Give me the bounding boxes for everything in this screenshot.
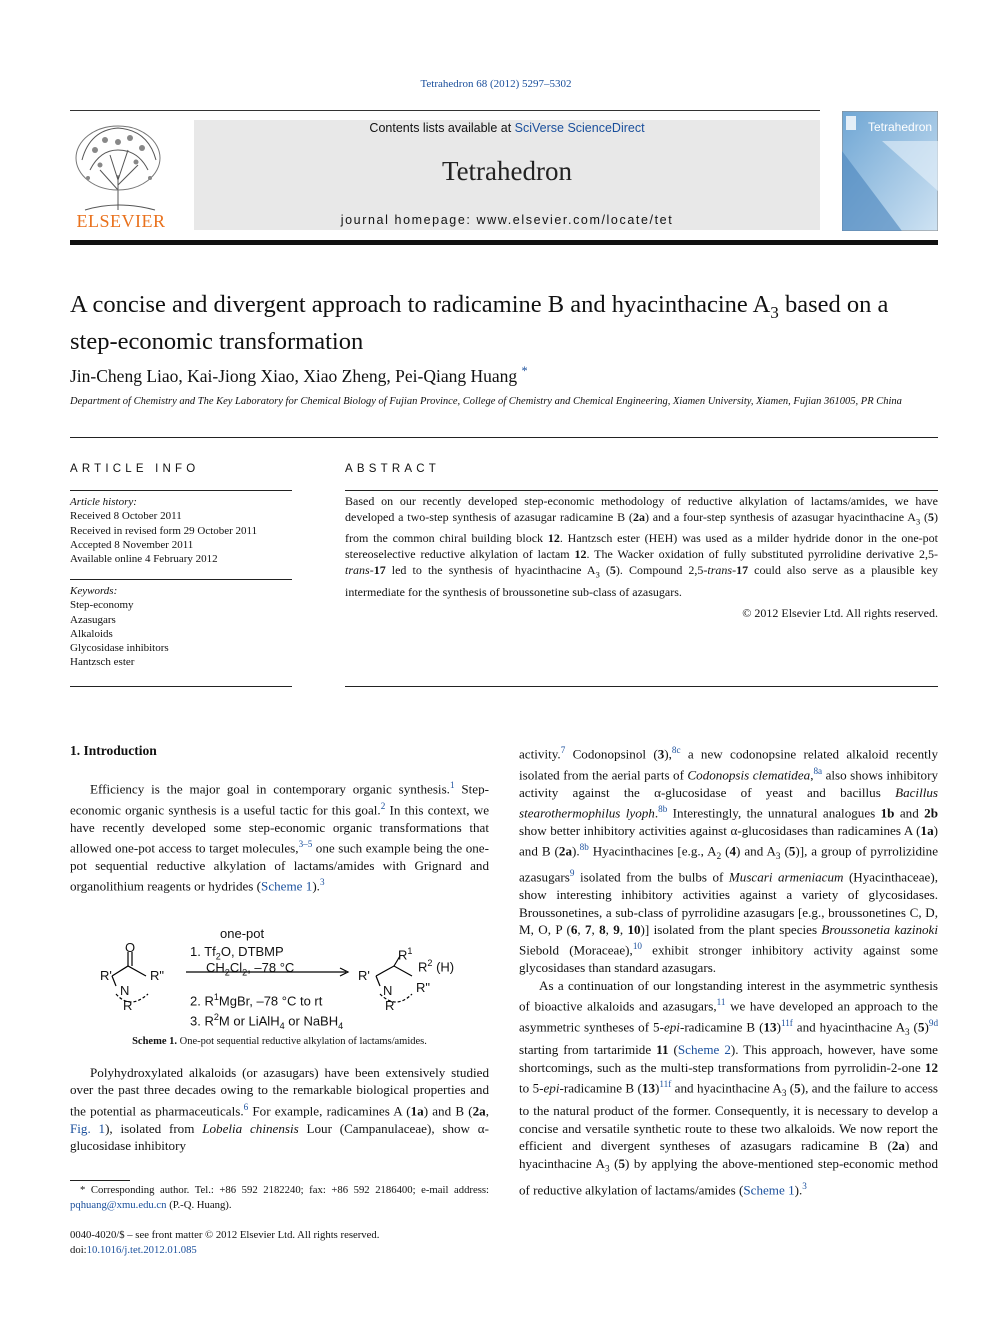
abstract-rule-top [345,490,938,491]
contents-line [194,121,820,135]
history-online: Available online 4 February 2012 [70,553,218,566]
abstract-copyright: © 2012 Elsevier Ltd. All rights reserved. [742,606,938,620]
homepage-line [194,213,820,227]
scheme-1-caption [70,1036,489,1047]
footnote-name: (P.-Q. Huang). [166,1199,232,1211]
right-column-text: activity.$^7$ Codonopsinol (3),$^{8c}$ a new codonopsine related alkaloid recently isolated from the aerial parts of Codonopsis clematidea,$^{8a}$ also shows inhibitory activity against the α-glucosidase of yeast and bacillus Bacillus stearothermophilus lyoph.$^{8b}$ Interestingly, the unnatural analogues 1b and 2b show better inhibitory activities against α-glucosidases than radicamines A (1a) and B (2a).$^{8b}$ Hyacinthacines [e.g., $A_2$ (4) and $A_3$ (5)], a group of pyrrolizidine azasugars$^9$ isolated from the bulbs of Muscari armeniacum (Hyacinthaceae), show interesting inhibitory activities against a variety of glycosidases. Broussonetines, a sub-class of pyrrolidine azasugars [e.g., broussonetines C, D, M, O, P (6, 7, 8, 9, 10)] isolated from the plant species Broussonetia kazinoki Siebold (Moraceae),$^{10}$ exhibit stronger inhibitory activity against some glycosidases than standard azasugars. As a continuation of our longstanding interest in the asymmetric synthesis of bioactive alkaloids and azasugars,$^{11}$ we have developed an approach to the asymmetric syntheses of 5-epi-radicamine B $(13)^{11f}$ and hyacinthacine $A_3$ $(5)^{9d}$ starting from tartarimide 11 (Scheme 2). This approach, however, have some shortcomings, such as the multi-step transformations from pyrrolidin-2-one 12 to 5-epi-radicamine B $(13)^{11f}$ and hyacinthacine $A_3$ (5), and the failure to access to the natural product of the former. Consequently, it is necessary to develop a concise and versatile synthetic route to these two alkaloids. We now report the efficient and divergent syntheses of azasugars radicamine B (2a) and hyacinthacine $A_3$ (5) by applying the above-mentioned step-economic method of reductive alkylation of lactams/amides (Scheme 1).$^3$ [519,745,939,1197]
caption-text: One-pot sequential reductive alkylation of lactams/amides. [177,1036,427,1047]
cover-title: Tetrahedron [868,120,933,134]
step-3-reagent-c: or NaBH [284,1013,339,1029]
footnote-contact: * Corresponding author. Tel.: +86 592 2182240; fax: +86 592 2186400; e-mail address: [80,1184,489,1196]
info-rule-top [70,490,292,491]
step-2-conditions: MgBr, –78 °C to rt [218,993,323,1009]
front-matter-text: 0040-4020/$ – see front matter © 2012 Elsevier Ltd. All rights reserved. [70,1229,380,1241]
history-accepted: Accepted 8 November 2011 [70,538,194,551]
header-rule [70,110,820,111]
intro-paragraph-2: Polyhydroxylated alkaloids (or azasugars) have been extensively studied over the past three decades owing to the remarkable biological properties and the potential as pharmaceuticals.$^6$ For example, radicamines A (1a) and B (2a, Fig. 1), isolated from Lobelia chinensis Lour (Campanulaceae), show α-glucosidase inhibitory [70,1065,489,1153]
doi-label: doi: [70,1244,87,1256]
homepage-prefix: journal homepage: [340,213,477,227]
history-received: Received 8 October 2011 [70,510,182,523]
footnote-rule [70,1180,130,1181]
keywords [70,584,292,670]
one-pot-label: one-pot [220,926,265,941]
step-1-solvent-b: Cl [229,960,243,975]
journal-citation[interactable]: Tetrahedron 68 (2012) 5297–5302 [420,78,572,90]
corresponding-footnote [70,1183,489,1213]
keyword: Azasugars [70,613,116,626]
publisher-wordmark: ELSEVIER [76,211,166,231]
abstract-heading: ABSTRACT [345,463,440,475]
keyword: Hantzsch ester [70,656,135,669]
section-heading-introduction: 1. Introduction [70,743,157,758]
homepage-url[interactable]: www.elsevier.com/locate/tet [476,213,674,227]
article-history [70,495,292,566]
step-3-reagent-b: M or LiAlH [218,1013,280,1029]
author-email[interactable]: pqhuang@xmu.edu.cn [70,1199,167,1211]
affiliation-rule [70,437,938,438]
abstract-text: Based on our recently developed step-economic methodology of reductive alkylation of lactams/amides, we have developed a two-step synthesis of azasugar radicamine B (2a) and a four-step synthesis of azasugar hyacinthacine $A_3$ (5) from the common chiral building block 12. Hantzsch ester (HEH) was used as a milder hydride donor in the one-pot stereoselective reductive alkylation of lactam 12. The Wacker oxidation of fully substituted pyrrolidine derivative 2,5-trans-17 led to the synthesis of hyacinthacine $A_3$ (5). Compound 2,5-trans-17 could also serve as a plausible key intermediate for the synthesis of broussonetine sub-class of azasugars. [345,494,939,599]
history-label: Article history: [70,496,137,508]
keywords-label: Keywords: [70,585,118,597]
step-1-temp: , –78 °C [247,960,295,975]
article-info-heading: ARTICLE INFO [70,463,200,475]
keyword: Glycosidase inhibitors [70,642,169,655]
journal-title[interactable]: Tetrahedron [441,156,573,186]
title-rest: based on a step-economic transformation [70,291,889,355]
article-title [70,290,940,356]
doi-link[interactable]: 10.1016/j.tet.2012.01.085 [86,1244,197,1256]
step-2-reagent: 2. R [190,993,214,1009]
step-1-solvent-a: CH [206,960,225,975]
step-1-reagent-a: 1. Tf [190,944,216,959]
history-revised: Received in revised form 29 October 2011 [70,524,258,537]
step-1-reagent-b: O, DTBMP [220,944,284,959]
affiliation: Department of Chemistry and The Key Laboratory for Chemical Biology of Fujian Province, College of Chemistry and Chemical Engineering, Xiamen University, Xiamen, Fujian 361005, PR China [70,396,902,407]
header-thick-rule [70,240,938,245]
step-3-reagent: 3. R [190,1013,214,1029]
keyword: Step-economy [70,599,134,612]
info-rule-mid [70,579,292,580]
intro-paragraph-1: Efficiency is the major goal in contemporary organic synthesis.$^1$ Step-economic organic synthesis is a useful tactic for this goal.$^2$ In this context, we have recently developed some step-economic organic transformations that allowed one-pot access to target molecules,$^{3-5}$ one such example being the one-pot sequential reductive alkylation of lactams/amides with Grignard and organolithium reagents or hydrides (Scheme 1).$^3$ [70,780,490,894]
title-subscript: 3 [770,302,779,322]
front-matter [70,1228,489,1258]
authors: Jin-Cheng Liao, Kai-Jiong Xiao, Xiao Zheng, Pei-Qiang Huang [70,365,518,386]
keyword: Alkaloids [70,627,113,640]
info-rule-bottom [70,686,292,687]
scheme-1-figure: O R' R" N R one-pot 1. $Tf_2O$, DTBMP $CH_2Cl_2$, –78 °C 2. $R^1MgBr$, –78 °C to rt 3. $R^2M$ or LiAlH$_4$ or NaBH$_4$ $R^1$ $R^2$ (H) R' R" N R [90,928,480,1028]
title-main: A concise and divergent approach to radicamine B and hyacinthacine A [70,291,771,318]
corresponding-author-mark[interactable]: * [521,364,528,378]
contents-prefix: Contents lists available at [369,121,515,135]
caption-label: Scheme 1. [132,1036,178,1047]
sciencedirect-link[interactable]: SciVerse ScienceDirect [514,121,645,135]
author-list [70,364,528,387]
abstract-rule-bottom [345,686,938,687]
